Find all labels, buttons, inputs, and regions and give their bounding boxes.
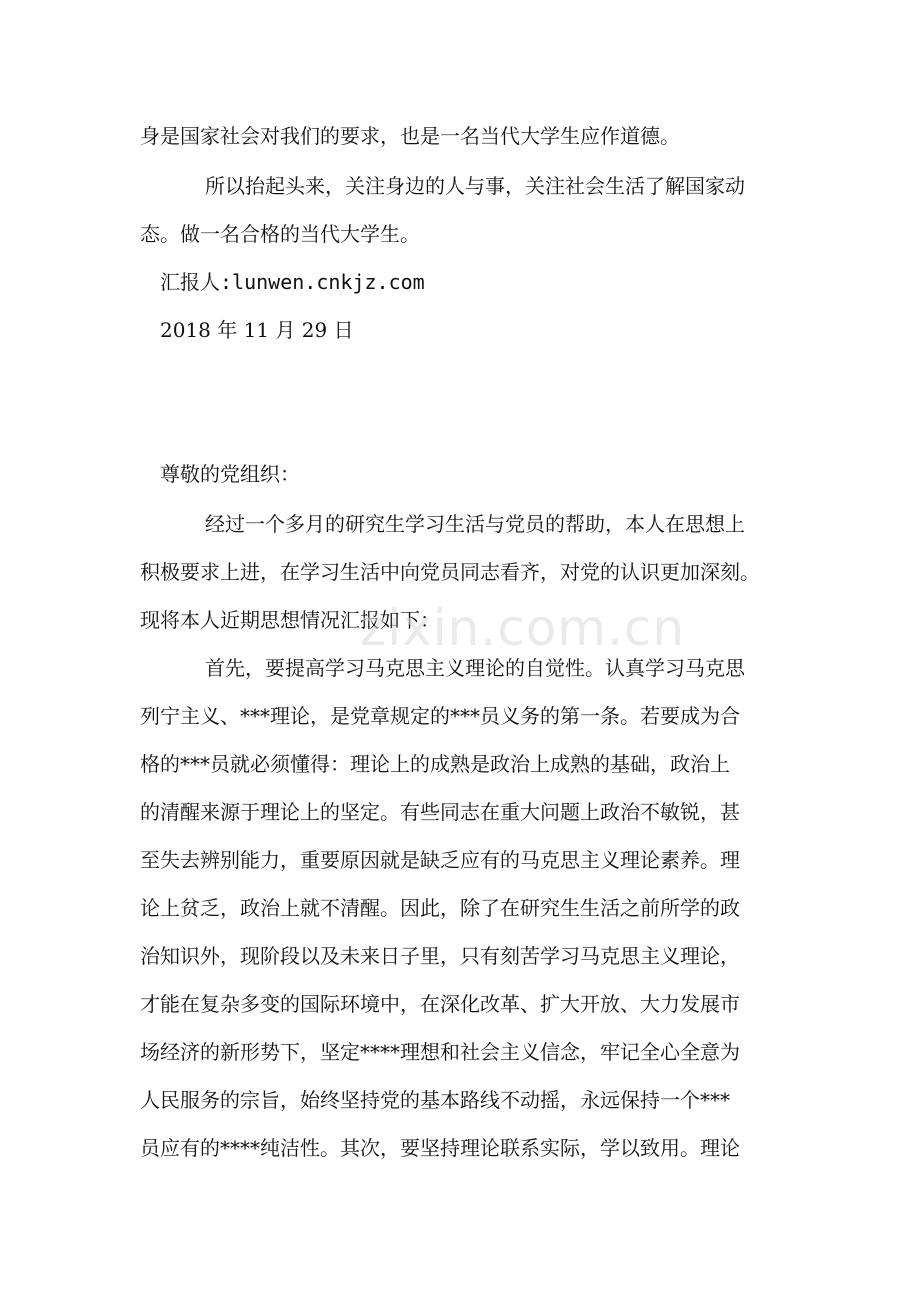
- reporter-line: 汇报人:lunwen.cnkjz.com: [160, 270, 425, 294]
- paragraph-line: 的清醒来源于理论上的坚定。有些同志在重大问题上政治不敏锐，甚: [140, 800, 740, 824]
- date-line: 2018 年 11 月 29 日: [160, 318, 354, 342]
- paragraph-line: 人民服务的宗旨，始终坚持党的基本路线不动摇，永远保持一个***: [140, 1088, 730, 1112]
- paragraph-line: 治知识外，现阶段以及未来日子里，只有刻苦学习马克思主义理论，: [140, 944, 740, 968]
- paragraph-line: 至失去辨别能力，重要原因就是缺乏应有的马克思主义理论素养。理: [140, 848, 740, 872]
- paragraph-line: 积极要求上进，在学习生活中向党员同志看齐，对党的认识更加深刻。: [140, 560, 760, 584]
- paragraph-line: 格的***员就必须懂得：理论上的成熟是政治上成熟的基础，政治上: [140, 752, 730, 776]
- paragraph-line: 论上贫乏，政治上就不清醒。因此，除了在研究生生活之前所学的政: [140, 896, 740, 920]
- paragraph-line: 所以抬起头来，关注身边的人与事，关注社会生活了解国家动: [205, 174, 745, 198]
- paragraph-line: 经过一个多月的研究生学习生活与党员的帮助，本人在思想上: [205, 512, 745, 536]
- paragraph-line: 才能在复杂多变的国际环境中，在深化改革、扩大开放、大力发展市: [140, 992, 740, 1016]
- salutation: 尊敬的党组织：: [160, 462, 300, 486]
- paragraph-line: 身是国家社会对我们的要求，也是一名当代大学生应作道德。: [140, 124, 680, 148]
- paragraph-line: 首先，要提高学习马克思主义理论的自觉性。认真学习马克思: [205, 656, 745, 680]
- paragraph-line: 场经济的新形势下，坚定****理想和社会主义信念，牢记全心全意为: [140, 1040, 740, 1064]
- paragraph-line: 态。做一名合格的当代大学生。: [140, 222, 420, 246]
- watermark: zixin.com.cn: [360, 599, 686, 657]
- paragraph-line: 员应有的****纯洁性。其次，要坚持理论联系实际，学以致用。理论: [140, 1136, 740, 1160]
- paragraph-line: 列宁主义、***理论，是党章规定的***员义务的第一条。若要成为合: [140, 704, 740, 728]
- paragraph-line: 现将本人近期思想情况汇报如下：: [140, 608, 440, 632]
